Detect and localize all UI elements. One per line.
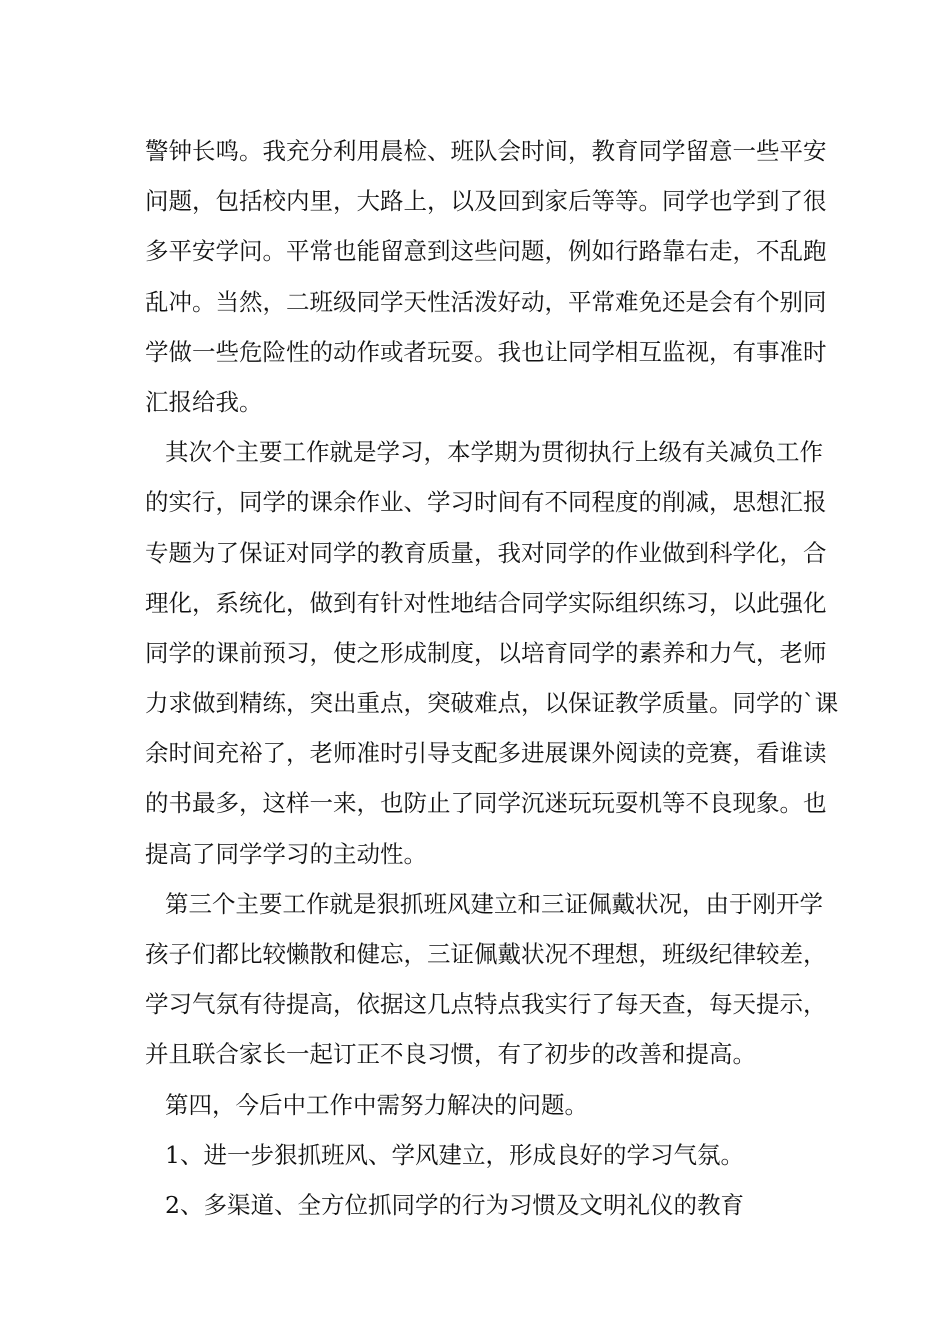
text-line: 乱冲。当然，二班级同学天性活泼好动，平常难免还是会有个别同: [145, 287, 827, 316]
text-line: 力求做到精练，突出重点，突破难点，以保证教学质量。同学的`课: [145, 689, 839, 718]
document-body: [145, 126, 839, 1230]
list-item: 2、多渠道、全方位抓同学的行为习惯及文明礼仪的教育: [165, 1190, 744, 1219]
text-line: 问题，包括校内里，大路上，以及回到家后等等。同学也学到了很: [145, 187, 827, 216]
text-line: 理化，系统化，做到有针对性地结合同学实际组织练习，以此强化: [145, 588, 827, 617]
list-item: 1、进一步狠抓班风、学风建立，形成良好的学习气氛。: [165, 1140, 744, 1169]
text-line: 的书最多，这样一来，也防止了同学沉迷玩玩耍机等不良现象。也: [145, 789, 827, 818]
text-line: 其次个主要工作就是学习，本学期为贯彻执行上级有关减负工作: [165, 438, 823, 467]
text-line: 第三个主要工作就是狠抓班风建立和三证佩戴状况，由于刚开学: [165, 889, 823, 918]
text-line: 的实行，同学的课余作业、学习时间有不同程度的削减，思想汇报: [145, 488, 827, 517]
text-line: 专题为了保证对同学的教育质量，我对同学的作业做到科学化，合: [145, 538, 827, 567]
text-line: 学习气氛有待提高，依据这几点特点我实行了每天查，每天提示，: [145, 990, 827, 1019]
text-line: 第四，今后中工作中需努力解决的问题。: [165, 1090, 588, 1119]
text-line: 余时间充裕了，老师准时引导支配多进展课外阅读的竞赛，看谁读: [145, 739, 827, 768]
text-line: 提高了同学学习的主动性。: [145, 839, 427, 868]
text-line: 学做一些危险性的动作或者玩耍。我也让同学相互监视，有事准时: [145, 337, 827, 366]
text-line: 同学的课前预习，使之形成制度，以培育同学的素养和力气，老师: [145, 638, 827, 667]
text-line: 汇报给我。: [145, 387, 263, 416]
text-line: 多平安学问。平常也能留意到这些问题，例如行路靠右走，不乱跑: [145, 237, 827, 266]
text-line: 并且联合家长一起订正不良习惯，有了初步的改善和提高。: [145, 1040, 756, 1069]
text-line: 警钟长鸣。我充分利用晨检、班队会时间，教育同学留意一些平安: [145, 137, 827, 165]
text-line: 孩子们都比较懒散和健忘，三证佩戴状况不理想，班级纪律较差，: [145, 940, 827, 968]
